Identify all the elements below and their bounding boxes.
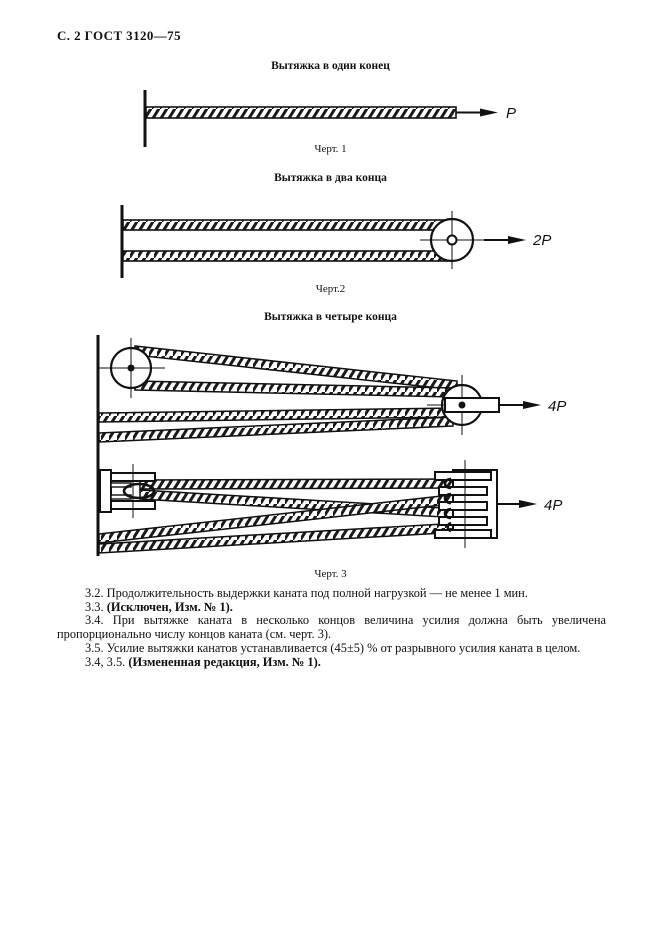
para-3-3: [57, 601, 606, 615]
rope-top: [123, 220, 448, 230]
ropes: [99, 346, 457, 442]
para-3-4-3-5: [57, 656, 606, 670]
para-3-2: 3.2. Продолжительность выдержки каната под полной нагрузкой — не менее 1 мин.: [85, 586, 528, 600]
rope-bottom: [123, 251, 448, 261]
force-arrow: [484, 236, 526, 244]
figure-3-caption: Черт. 3: [314, 568, 347, 580]
figure-2-title: Вытяжка в два конца: [274, 172, 387, 184]
force-label: 4P: [548, 398, 567, 415]
drawbar: [445, 398, 499, 412]
figure-1-caption: Черт. 1: [314, 143, 347, 155]
force-label: 4P: [544, 497, 563, 514]
para-3-4: 3.4. При вытяжке каната в несколько концов величина усилия должна быть увеличена пропорционально числу концов каната (см. черт. 3).: [57, 613, 606, 642]
force-arrow: [499, 401, 541, 409]
right-clamp-anchor: [435, 460, 497, 548]
figure-3-title: Вытяжка в четыре конца: [264, 311, 397, 323]
figure-2-caption: Черт.2: [315, 283, 346, 295]
force-arrow: [497, 500, 537, 508]
para-3-3-amendment: (Исключен, Изм. № 1).: [106, 599, 233, 614]
figure-3-lower-drawing: [85, 456, 595, 566]
para-3-3-number: 3.3.: [85, 599, 107, 614]
page-header: С. 2 ГОСТ 3120—75: [57, 28, 181, 43]
figure-3-upper-drawing: [85, 332, 595, 460]
para-3-5: 3.5. Усилие вытяжки канатов устанавливается (45±5) % от разрывного усилия каната в целом.: [85, 640, 581, 655]
para-3-4-3-5-number: 3.4, 3.5.: [85, 654, 129, 669]
figure-1-title: Вытяжка в один конец: [271, 60, 390, 72]
body-text: [57, 587, 606, 669]
para-3-4-3-5-amendment: (Измененная редакция, Изм. № 1).: [128, 654, 321, 669]
force-label: P: [506, 105, 517, 122]
force-label: 2P: [533, 232, 552, 249]
rope: [146, 107, 456, 118]
force-arrow: [456, 109, 498, 117]
